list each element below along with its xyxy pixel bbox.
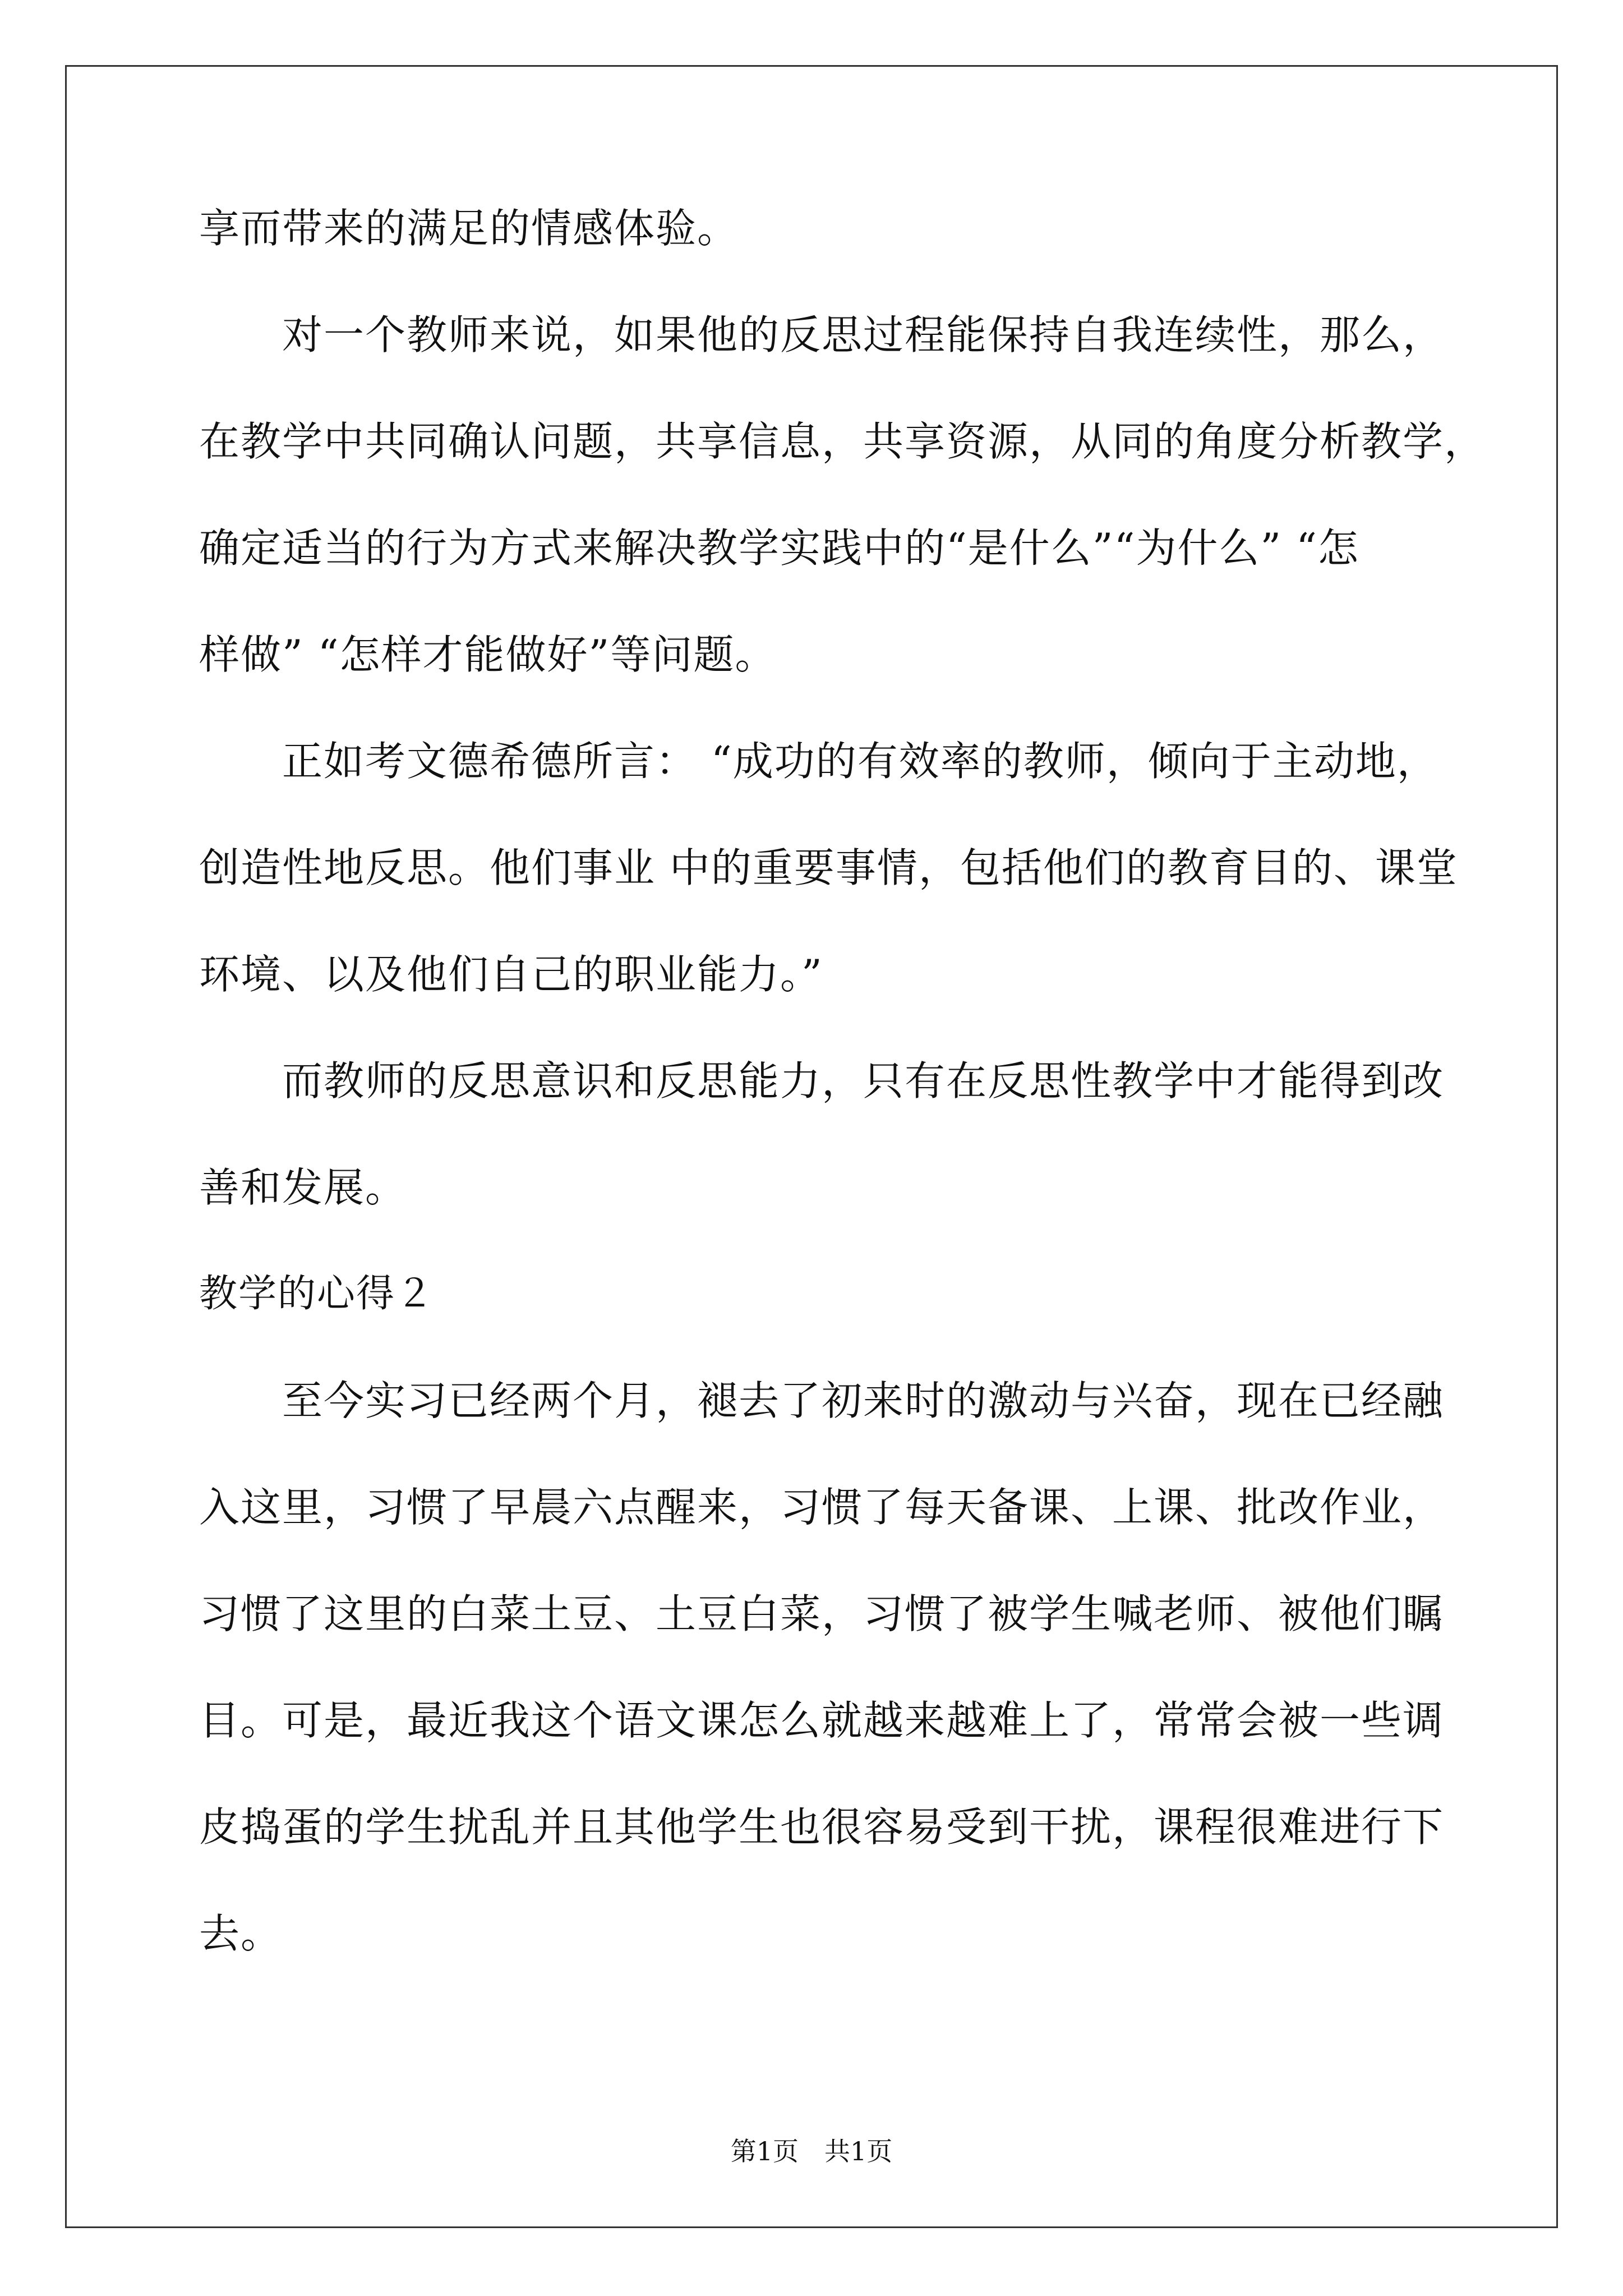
text-line: 入这里，习惯了早晨六点醒来，习惯了每天备课、上课、批改作业， bbox=[199, 1484, 1445, 1531]
text-line: 而教师的反思意识和反思能力，只有在反思性教学中才能得到改 bbox=[199, 1057, 1445, 1105]
text-line: 正如考文德希德所言： “成功的有效率的教师，倾向于主动地， bbox=[199, 738, 1438, 785]
page-number: 第1页 共1页 bbox=[730, 2136, 893, 2166]
text-line: 去。 bbox=[199, 1910, 283, 1957]
text-line: 在教学中共同确认问题，共享信息，共享资源，从同的角度分析教学， bbox=[199, 418, 1486, 465]
text-line: 样做” “怎样才能做好”等问题。 bbox=[199, 631, 777, 678]
document-body bbox=[199, 202, 1486, 2014]
text-line: 善和发展。 bbox=[199, 1164, 407, 1211]
text-line: 习惯了这里的白菜土豆、土豆白菜，习惯了被学生喊老师、被他们瞩 bbox=[199, 1590, 1445, 1637]
text-line: 享而带来的满足的情感体验。 bbox=[199, 205, 739, 252]
text-line: 对一个教师来说，如果他的反思过程能保持自我连续性，那么， bbox=[199, 311, 1445, 358]
text-line: 创造性地反思。他们事业 中的重要事情，包括他们的教育目的、课堂 bbox=[199, 844, 1458, 891]
text-line: 皮捣蛋的学生扰乱并且其他学生也很容易受到干扰，课程很难进行下 bbox=[199, 1803, 1445, 1851]
text-line: 环境、以及他们自己的职业能力。” bbox=[199, 951, 823, 998]
section-heading: 教学的心得２ bbox=[199, 1272, 435, 1316]
text-line: 至今实习已经两个月，褪去了初来时的激动与兴奋，现在已经融 bbox=[199, 1377, 1445, 1424]
text-line: 确定适当的行为方式来解决教学实践中的“是什么”“为什么” “怎 bbox=[199, 524, 1359, 572]
text-line: 目。可是，最近我这个语文课怎么就越来越难上了，常常会被一些调 bbox=[199, 1697, 1445, 1744]
